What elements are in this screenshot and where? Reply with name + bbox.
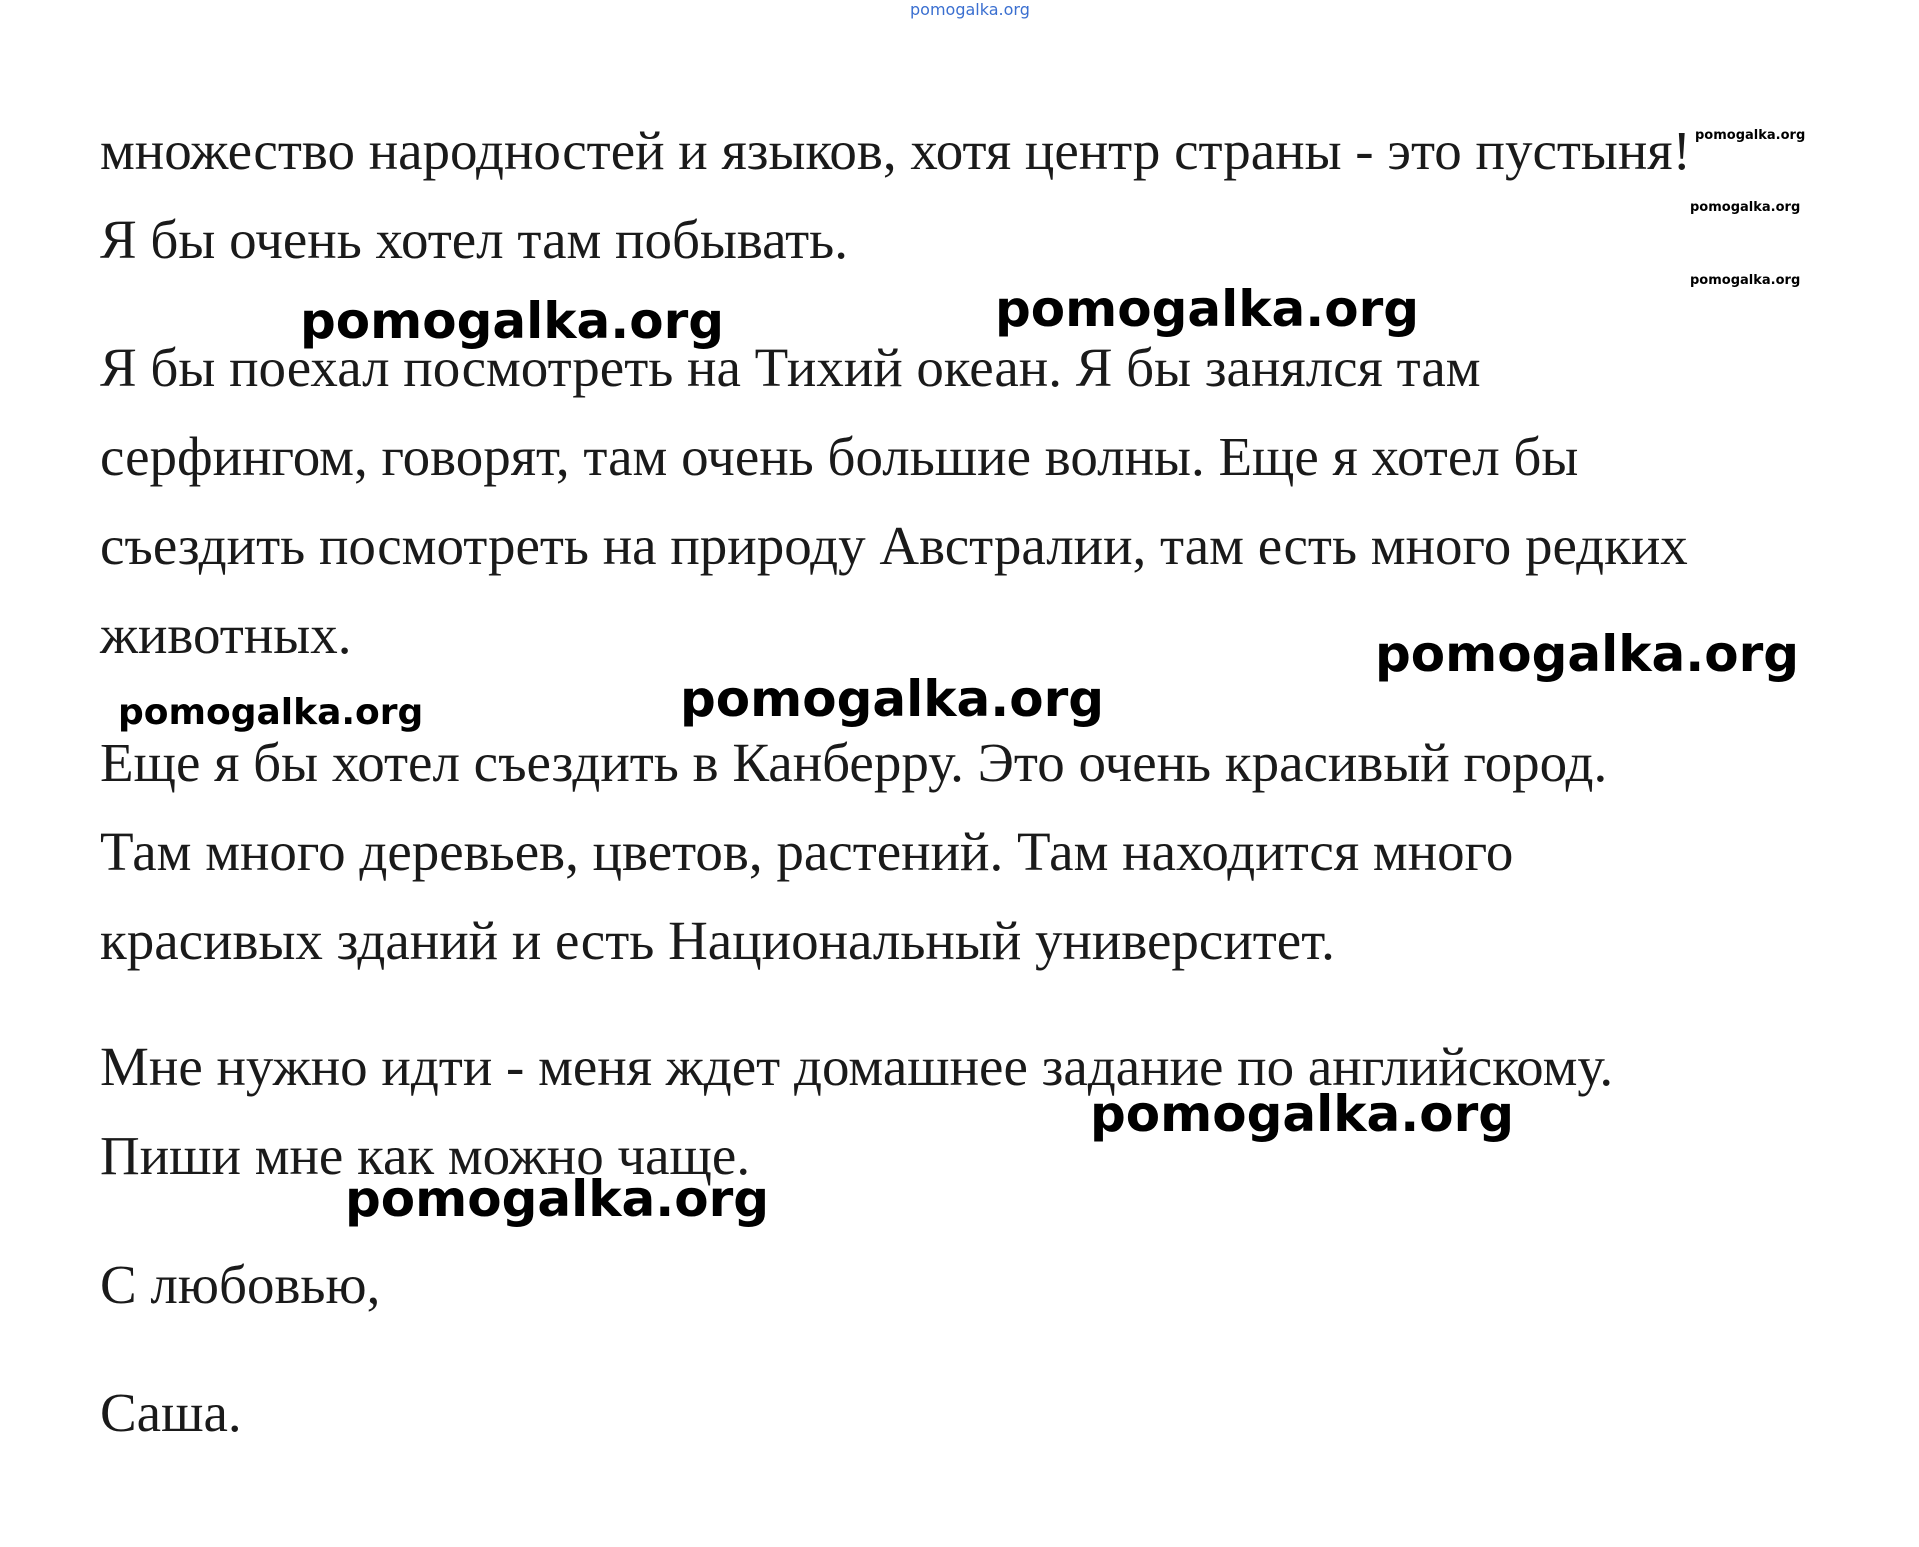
- watermark-tiny-2: pomogalka.org: [1690, 200, 1801, 215]
- text-line-3: Я бы поехал посмотреть на Тихий океан. Я бы занялся там: [100, 337, 1481, 398]
- watermark-large-1: pomogalka.org: [300, 292, 725, 350]
- watermark-tiny-3: pomogalka.org: [1690, 273, 1801, 288]
- text-line-1: множество народностей и языков, хотя центр страны - это пустыня!: [100, 120, 1691, 181]
- text-line-10: Мне нужно идти - меня ждет домашнее задание по английскому.: [100, 1036, 1614, 1097]
- watermark-large-4: pomogalka.org: [680, 670, 1105, 728]
- text-line-6: животных.: [100, 604, 352, 665]
- text-line-7: Еще я бы хотел съездить в Канберру. Это очень красивый город.: [100, 732, 1608, 793]
- text-line-8: Там много деревьев, цветов, растений. Там находится много: [100, 821, 1514, 882]
- text-line-13: Саша.: [100, 1382, 242, 1443]
- watermark-large-5: pomogalka.org: [1090, 1085, 1515, 1143]
- header-watermark: pomogalka.org: [910, 0, 1030, 19]
- watermark-medium-1: pomogalka.org: [118, 692, 424, 733]
- text-line-12: С любовью,: [100, 1254, 381, 1315]
- watermark-large-2: pomogalka.org: [995, 280, 1420, 338]
- text-line-9: красивых зданий и есть Национальный университет.: [100, 910, 1335, 971]
- text-line-2: Я бы очень хотел там побывать.: [100, 209, 849, 270]
- text-line-4: серфингом, говорят, там очень большие волны. Еще я хотел бы: [100, 426, 1579, 487]
- text-line-11: Пиши мне как можно чаще.: [100, 1125, 751, 1186]
- watermark-large-6: pomogalka.org: [345, 1170, 770, 1228]
- watermark-large-3: pomogalka.org: [1375, 625, 1800, 683]
- watermark-tiny-1: pomogalka.org: [1695, 128, 1806, 143]
- text-line-5: съездить посмотреть на природу Австралии, там есть много редких: [100, 515, 1688, 576]
